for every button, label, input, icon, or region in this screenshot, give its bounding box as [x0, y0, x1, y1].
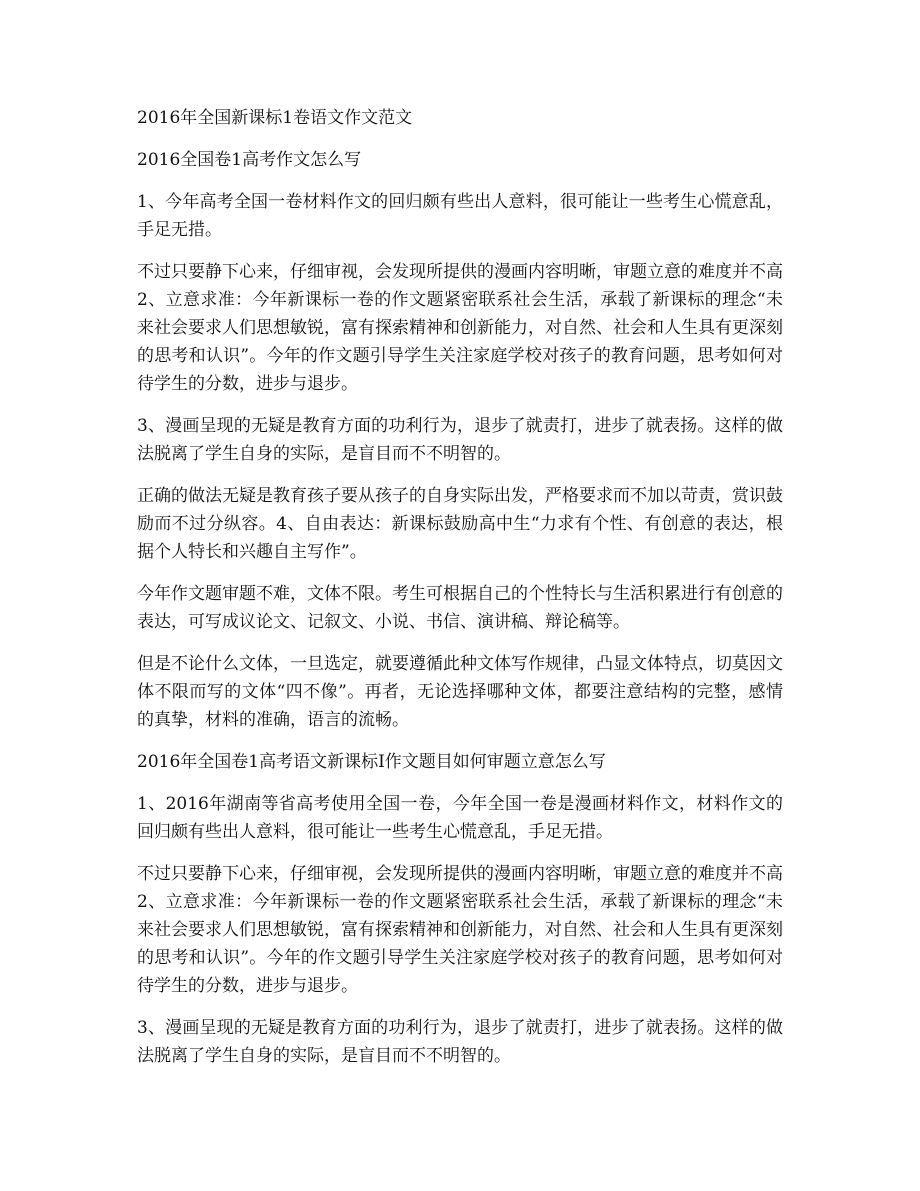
- section-heading: 2016年全国卷1高考语文新课标I作文题目如何审题立意怎么写: [137, 752, 606, 772]
- paragraph: 1、2016年湖南等省高考使用全国一卷，今年全国一卷是漫画材料作文，材料作文的回归颇有些出人意料，很可能让一些考生心慌意乱，手足无措。: [137, 794, 783, 842]
- paragraph: 3、漫画呈现的无疑是教育方面的功利行为，退步了就责打，进步了就表扬。这样的做法脱离了学生自身的实际，是盲目而不不明智的。: [137, 1018, 783, 1066]
- document-body: [137, 104, 783, 1084]
- paragraph: 但是不论什么文体，一旦选定，就要遵循此种文体写作规律，凸显文体特点，切莫因文体不限而写的文体“四不像”。再者，无论选择哪种文体，都要注意结构的完整，感情的真挚，材料的准确，语言的流畅。: [137, 654, 783, 730]
- paragraph: 不过只要静下心来，仔细审视，会发现所提供的漫画内容明晰，审题立意的难度并不高 2、立意求准：今年新课标一卷的作文题紧密联系社会生活，承载了新课标的理念“未来社会要求人们思想敏锐，富有探索精神和创新能力，对自然、社会和人生具有更深刻的思考和认识”。今年的作文题引导学生关注家庭学校对孩子的教育问题，思考如何对待学生的分数，进步与退步。: [137, 262, 783, 394]
- paragraph: 1、今年高考全国一卷材料作文的回归颇有些出人意料，很可能让一些考生心慌意乱，手足无措。: [137, 192, 783, 240]
- paragraph: 今年作文题审题不难，文体不限。考生可根据自己的个性特长与生活积累进行有创意的表达，可写成议论文、记叙文、小说、书信、演讲稿、辩论稿等。: [137, 584, 783, 632]
- paragraph: 3、漫画呈现的无疑是教育方面的功利行为，退步了就责打，进步了就表扬。这样的做法脱离了学生自身的实际，是盲目而不不明智的。: [137, 416, 783, 464]
- document-title: 2016年全国新课标1卷语文作文范文: [137, 108, 413, 128]
- document-subtitle: 2016全国卷1高考作文怎么写: [137, 150, 362, 170]
- paragraph: 不过只要静下心来，仔细审视，会发现所提供的漫画内容明晰，审题立意的难度并不高 2、立意求准：今年新课标一卷的作文题紧密联系社会生活，承载了新课标的理念“未来社会要求人们思想敏锐，富有探索精神和创新能力，对自然、社会和人生具有更深刻的思考和认识”。今年的作文题引导学生关注家庭学校对孩子的教育问题，思考如何对待学生的分数，进步与退步。: [137, 864, 783, 996]
- paragraph: 正确的做法无疑是教育孩子要从孩子的自身实际出发，严格要求而不加以苛责，赏识鼓励而不过分纵容。4、自由表达：新课标鼓励高中生“力求有个性、有创意的表达，根据个人特长和兴趣自主写作”。: [137, 486, 783, 562]
